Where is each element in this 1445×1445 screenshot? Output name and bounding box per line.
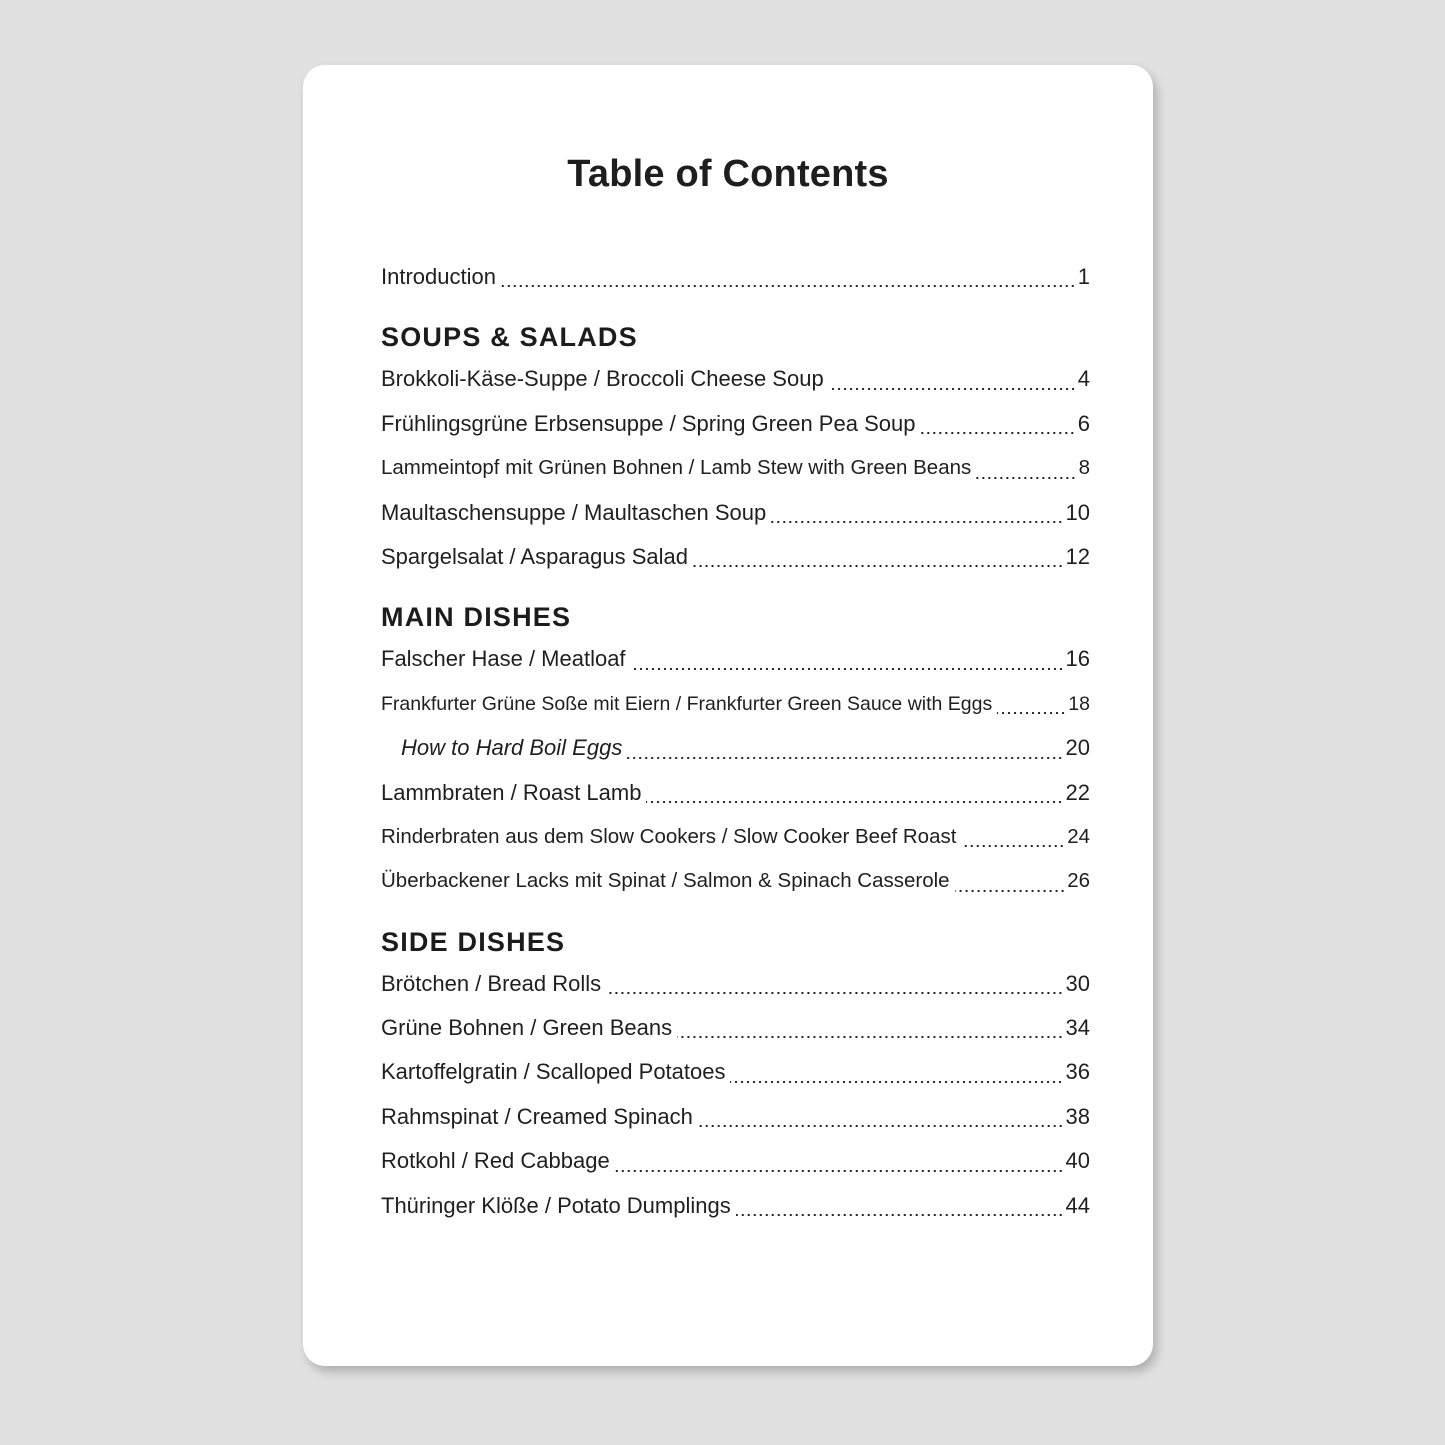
toc-entry: [381, 1006, 1090, 1050]
dot-leader: [646, 801, 1063, 803]
toc-entry-label: Frankfurter Grüne Soße mit Eiern / Frankfurter Green Sauce with Eggs: [381, 692, 993, 715]
toc-entry-page: 8: [1078, 456, 1090, 480]
toc-entry-page: 34: [1065, 1015, 1090, 1041]
toc-entry: [381, 491, 1090, 535]
toc-entry-page: 30: [1065, 970, 1090, 996]
toc-entry-page: 12: [1065, 543, 1090, 569]
toc-entry-label: Brötchen / Bread Rolls: [381, 970, 602, 996]
toc-entry-page: 10: [1065, 499, 1090, 525]
toc-entry: [381, 535, 1090, 579]
toc-entry-label: Überbackener Lacks mit Spinat / Salmon & Spinach Casserole: [381, 869, 950, 893]
toc-entry-page: 24: [1067, 824, 1090, 848]
dot-leader: [730, 1081, 1063, 1083]
section-heading-side-dishes: SIDE DISHES: [381, 926, 566, 957]
dot-leader: [693, 565, 1064, 567]
dot-leader: [997, 712, 1066, 714]
toc-entry-page: 26: [1067, 869, 1090, 893]
toc-entry-page: 4: [1077, 366, 1090, 392]
toc-entry-page: 6: [1077, 410, 1090, 436]
dot-leader: [955, 890, 1066, 892]
dot-leader: [627, 757, 1063, 759]
toc-entry-page: 20: [1065, 735, 1090, 761]
toc-entry-page: 22: [1065, 779, 1090, 805]
dot-leader: [920, 432, 1075, 434]
toc-entry-label: Rinderbraten aus dem Slow Cookers / Slow Cooker Beef Roast: [381, 824, 957, 848]
toc-entry-label: Falscher Hase / Meatloaf: [381, 646, 626, 672]
toc-entry: [381, 1095, 1090, 1139]
page-title: Table of Contents: [567, 153, 889, 195]
toc-entry-label: Kartoffelgratin / Scalloped Potatoes: [381, 1059, 726, 1085]
dot-leader: [976, 477, 1076, 479]
toc-entry-label: Introduction: [381, 264, 496, 289]
toc-entry: [381, 637, 1090, 681]
dot-leader: [677, 1036, 1063, 1038]
toc-entry: [381, 815, 1090, 859]
toc-entry: [381, 682, 1090, 726]
toc-entry-label: Brokkoli-Käse-Suppe / Broccoli Cheese Soup: [381, 366, 824, 392]
toc-entry: [381, 446, 1090, 490]
toc-entry: [381, 1184, 1090, 1228]
toc-entry-label: How to Hard Boil Eggs: [401, 735, 623, 761]
toc-entry: [381, 402, 1090, 446]
toc-entry: [381, 962, 1090, 1006]
toc-entry-label: Spargelsalat / Asparagus Salad: [381, 543, 688, 569]
dot-leader: [501, 285, 1076, 287]
toc-entry-label: Lammeintopf mit Grünen Bohnen / Lamb Stew with Green Beans: [381, 456, 972, 480]
toc-page: [303, 65, 1153, 1366]
section-heading-soups-salads: SOUPS & SALADS: [381, 322, 638, 353]
toc-entry-introduction: [381, 255, 1090, 299]
dot-leader: [961, 845, 1065, 847]
toc-entry-label: Maultaschensuppe / Maultaschen Soup: [381, 499, 767, 525]
toc-list: [381, 255, 1090, 1228]
dot-leader: [736, 1214, 1064, 1216]
toc-entry: [381, 771, 1090, 815]
toc-entry-subtopic: [381, 726, 1090, 770]
toc-entry-page: 16: [1065, 646, 1090, 672]
dot-leader: [771, 521, 1063, 523]
toc-entry-label: Frühlingsgrüne Erbsensuppe / Spring Green Pea Soup: [381, 410, 916, 436]
dot-leader: [615, 1170, 1064, 1172]
toc-entry-label: Thüringer Klöße / Potato Dumplings: [381, 1192, 731, 1218]
toc-entry-page: 1: [1077, 264, 1090, 289]
toc-entry-page: 38: [1065, 1103, 1090, 1129]
toc-entry-label: Rotkohl / Red Cabbage: [381, 1148, 610, 1174]
section-heading-main-dishes: MAIN DISHES: [381, 602, 572, 633]
toc-entry: [381, 357, 1090, 401]
toc-entry-label: Grüne Bohnen / Green Beans: [381, 1015, 673, 1041]
dot-leader: [631, 668, 1064, 670]
toc-entry-page: 40: [1065, 1148, 1090, 1174]
toc-entry-page: 36: [1065, 1059, 1090, 1085]
toc-entry: [381, 859, 1090, 903]
dot-leader: [606, 992, 1063, 994]
dot-leader: [829, 388, 1076, 390]
toc-entry-page: 44: [1065, 1192, 1090, 1218]
dot-leader: [698, 1125, 1064, 1127]
toc-entry: [381, 1050, 1090, 1094]
toc-entry-page: 18: [1068, 692, 1090, 715]
toc-entry-label: Rahmspinat / Creamed Spinach: [381, 1103, 693, 1129]
toc-entry: [381, 1139, 1090, 1183]
toc-entry-label: Lammbraten / Roast Lamb: [381, 779, 642, 805]
